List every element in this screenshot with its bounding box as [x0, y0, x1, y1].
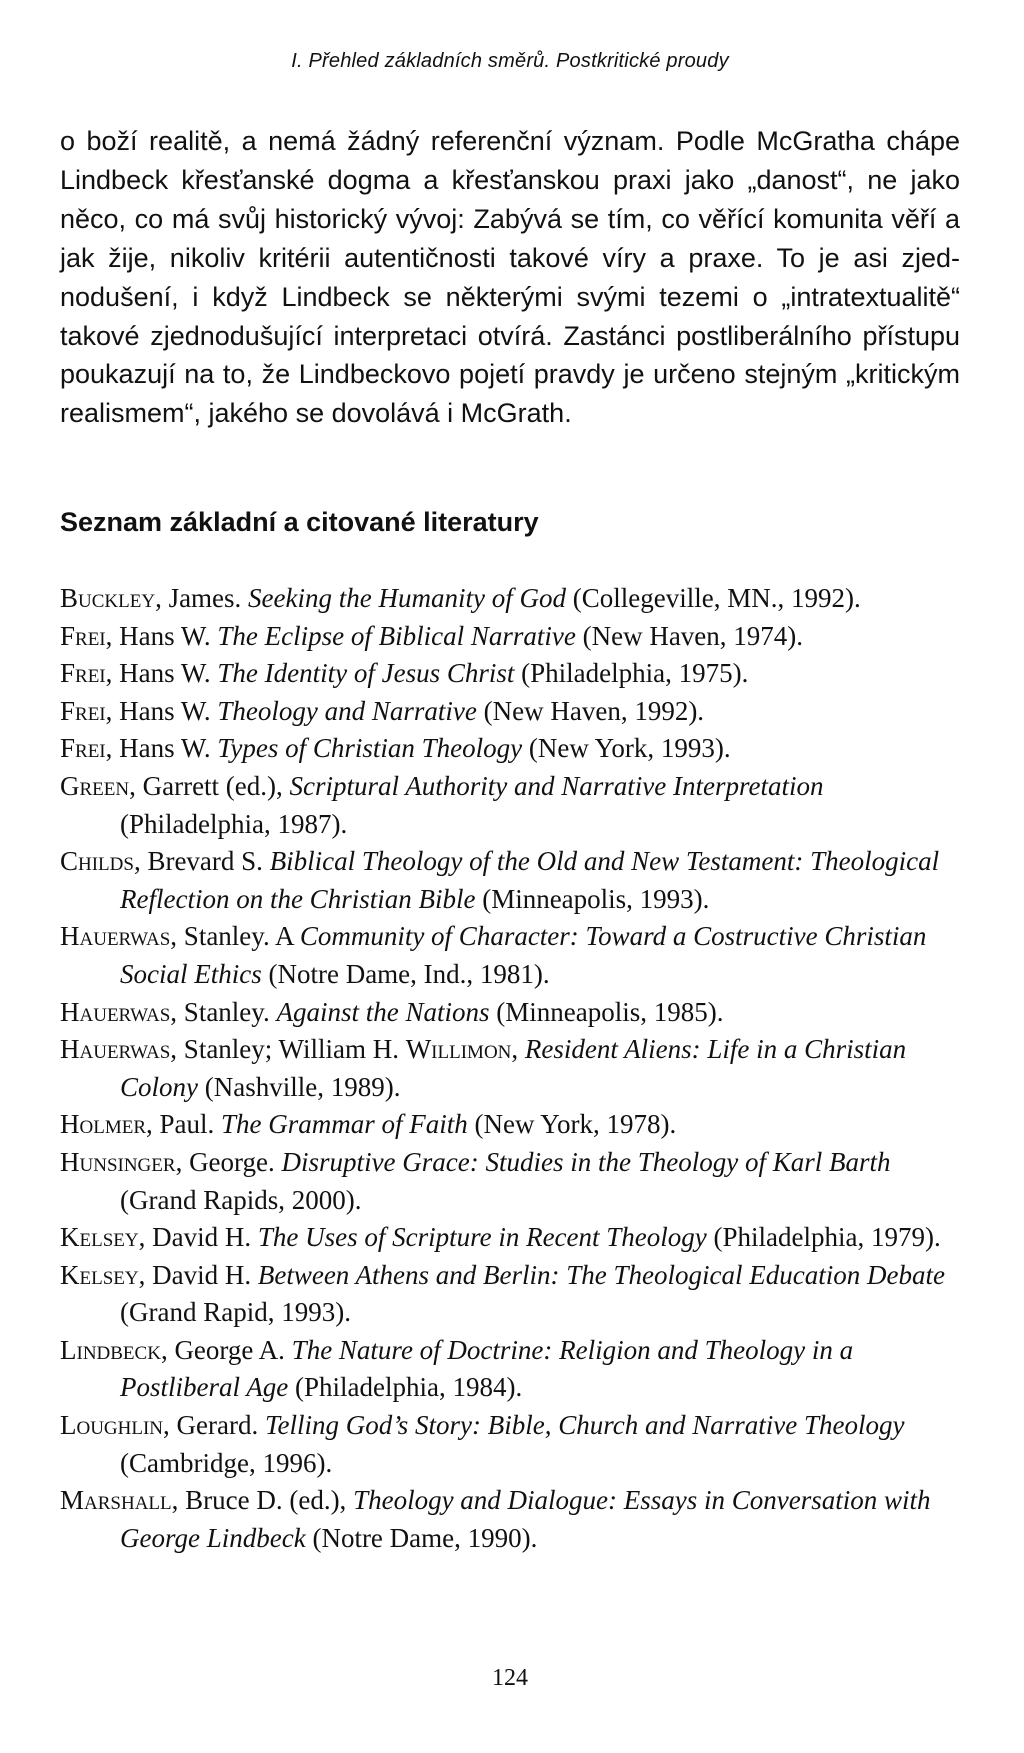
entry-publication: (Grand Rapids, 2000).: [120, 1184, 362, 1215]
entry-author-rest: , George.: [175, 1146, 282, 1177]
author-surname: Hauerwas: [60, 921, 171, 952]
author-surname: Marshall: [60, 1485, 172, 1516]
entry-author-rest: , Garrett (ed.),: [129, 770, 290, 801]
bibliography-entry: [60, 918, 960, 993]
entry-title: The Identity of Jesus Christ: [217, 658, 515, 689]
bibliography-list: [60, 580, 960, 1557]
entry-title: Scriptural Authority and Narrative Interpretation: [289, 770, 824, 801]
entry-author-rest: , Bruce D. (ed.),: [171, 1485, 354, 1516]
author-surname: Loughlin: [60, 1410, 164, 1441]
bibliography-entry: [60, 1257, 960, 1332]
running-head: I. Přehled základních směrů. Postkritické proudy: [291, 50, 729, 72]
entry-publication: (New York, 1993).: [522, 733, 731, 764]
entry-title: Against the Nations: [276, 996, 490, 1027]
entry-title: Theology and Dialogue: Essays in Conversation with George Lindbeck: [120, 1485, 931, 1553]
entry-title: Disruptive Grace: Studies in the Theology of Karl Barth: [281, 1146, 891, 1177]
entry-author-rest: , Hans W.: [105, 695, 218, 726]
author-surname: Frei: [60, 620, 106, 651]
bibliography-entry: [60, 730, 960, 768]
entry-title: The Uses of Scripture in Recent Theology: [257, 1222, 707, 1253]
coauthor-surname: Willimon: [405, 1034, 512, 1065]
entry-title: Types of Christian Theology: [217, 733, 523, 764]
entry-title: Telling God’s Story: Bible, Church and Narrative Theology: [265, 1410, 905, 1441]
entry-publication: (Grand Rapid, 1993).: [120, 1297, 351, 1328]
author-surname: Lindbeck: [60, 1334, 161, 1365]
bibliography-entry: [60, 1407, 960, 1482]
entry-publication: (Minneapolis, 1985).: [489, 996, 724, 1027]
entry-author-rest: , David H.: [138, 1222, 258, 1253]
entry-title: The Grammar of Faith: [221, 1109, 468, 1140]
entry-coauthor-rest: ,: [511, 1034, 525, 1065]
entry-author-rest: , Paul.: [146, 1109, 222, 1140]
entry-author-rest: , Gerard.: [163, 1410, 265, 1441]
page-number: 124: [492, 1665, 528, 1691]
bibliography-entry: [60, 1106, 960, 1144]
entry-publication: (New Haven, 1974).: [575, 620, 804, 651]
entry-publication: (Philadelphia, 1984).: [288, 1372, 523, 1403]
section-heading: Seznam základní a citované literatury: [60, 507, 539, 537]
bibliography-entry: [60, 580, 960, 618]
bibliography-entry: [60, 655, 960, 693]
entry-author-rest: , Hans W.: [105, 620, 218, 651]
entry-publication: (New York, 1978).: [467, 1109, 677, 1140]
entry-author-rest: , George A.: [160, 1334, 292, 1365]
body-paragraph: o boží realitě, a nemá žádný referenční význam. Podle McGratha chápe Lindbeck křesťanské dogma a křesťanskou praxi jako „danost“, ne jako něco, co má svůj historický vývoj: Zabývá se tím, co věřící komunita věří a jak žije, nikoliv kritérii autentičnosti takové víry a praxe. To je asi zjednodušení, i když Lindbeck se některými svými tezemi o „intratextualitě“ takové zjednodušující interpretaci otvírá. Zastánci postliberálního přístupu poukazují na to, že Lindbeckovo pojetí pravdy je určeno stejným „kritickým realismem“, jakého se dovolává i McGrath.: [60, 126, 960, 429]
author-surname: Holmer: [60, 1109, 146, 1140]
entry-title: The Eclipse of Biblical Narrative: [217, 620, 576, 651]
entry-publication: (Nashville, 1989).: [198, 1071, 401, 1102]
entry-publication: (Philadelphia, 1975).: [514, 658, 749, 689]
entry-publication: (Notre Dame, Ind., 1981).: [261, 958, 550, 989]
entry-author-rest: , Stanley.: [170, 996, 277, 1027]
entry-publication: (Philadelphia, 1979).: [706, 1222, 941, 1253]
entry-publication: (New Haven, 1992).: [476, 695, 705, 726]
bibliography-entry: [60, 1144, 960, 1219]
author-surname: Hauerwas: [60, 1034, 171, 1065]
author-surname: Green: [60, 770, 130, 801]
bibliography-entry: [60, 994, 960, 1032]
book-page: [60, 0, 960, 1753]
entry-author-rest: , Hans W.: [105, 658, 218, 689]
entry-title: Theology and Narrative: [217, 695, 477, 726]
entry-publication: (Cambridge, 1996).: [120, 1447, 333, 1478]
entry-publication: (Collegeville, MN., 1992).: [565, 583, 861, 613]
author-surname: Hunsinger: [60, 1146, 176, 1177]
entry-title: Resident Aliens: Life in a Christian Colony: [120, 1034, 907, 1102]
entry-author-rest: , Hans W.: [105, 733, 218, 764]
bibliography-entry: [60, 1031, 960, 1106]
author-surname: Buckley: [60, 583, 156, 613]
entry-author-rest: , Brevard S.: [133, 846, 270, 877]
entry-author-rest: , James.: [155, 583, 249, 613]
entry-publication: (Notre Dame, 1990).: [305, 1522, 538, 1553]
bibliography-entry: [60, 693, 960, 731]
bibliography-entry: [60, 1482, 960, 1557]
bibliography-entry: [60, 1219, 960, 1257]
bibliography-entry: [60, 843, 960, 918]
author-surname: Frei: [60, 658, 106, 689]
entry-publication: (Philadelphia, 1987).: [120, 808, 348, 839]
author-surname: Frei: [60, 733, 106, 764]
entry-publication: (Minneapolis, 1993).: [475, 883, 710, 914]
entry-author-rest: , David H.: [138, 1259, 258, 1290]
author-surname: Kelsey: [60, 1259, 139, 1290]
entry-author-rest: , Stanley. A: [170, 921, 300, 952]
author-surname: Childs: [60, 846, 134, 877]
author-surname: Hauerwas: [60, 996, 171, 1027]
entry-author-rest: , Stanley; William H.: [170, 1034, 406, 1065]
entry-title: Between Athens and Berlin: The Theological Education Debate: [257, 1259, 945, 1290]
entry-title: The Nature of Doctrine: Religion and Theology in a Postliberal Age: [120, 1334, 854, 1403]
author-surname: Kelsey: [60, 1222, 139, 1253]
author-surname: Frei: [60, 695, 106, 726]
entry-title: Seeking the Humanity of God: [248, 583, 566, 613]
bibliography-entry: [60, 768, 960, 843]
bibliography-entry: [60, 618, 960, 656]
entry-title: Biblical Theology of the Old and New Testament: Theological Reflection on the Christian Bible: [120, 846, 940, 914]
entry-title: Community of Character: Toward a Costructive Christian Social Ethics: [120, 921, 927, 989]
bibliography-entry: [60, 1332, 960, 1407]
